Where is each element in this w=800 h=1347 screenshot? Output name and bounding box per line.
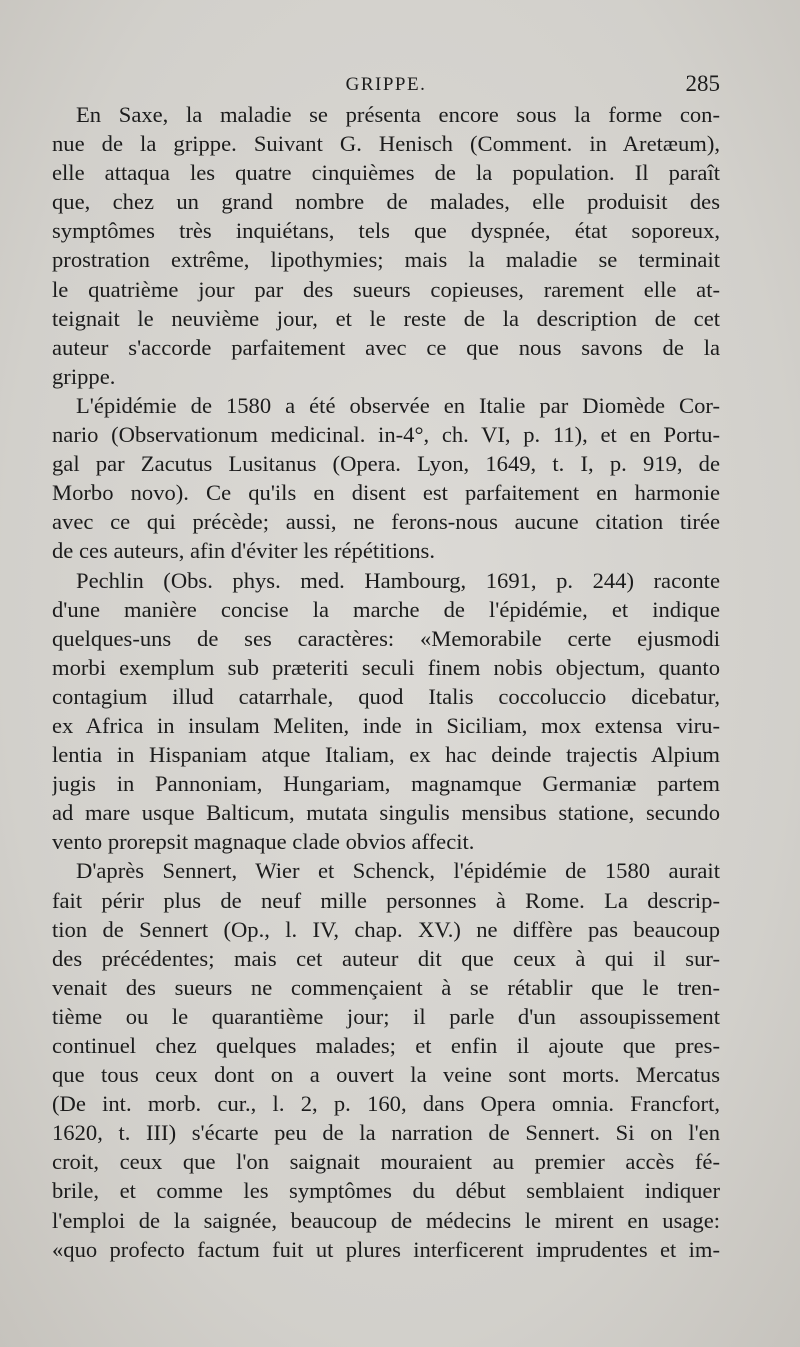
text-line: (De int. morb. cur., l. 2, p. 160, dans Opera omnia. Francfort, — [52, 1091, 720, 1117]
text-line: elle attaqua les quatre cinquièmes de la population. Il paraît — [52, 160, 720, 186]
text-line: jugis in Pannoniam, Hungariam, magnamque Germaniæ partem — [52, 771, 720, 797]
text-line: grippe. — [52, 363, 116, 389]
text-line: auteur s'accorde parfaitement avec ce que nous savons de la — [52, 334, 720, 360]
text-line: des précédentes; mais cet auteur dit que ceux à qui il sur- — [52, 945, 720, 971]
text-line: croit, ceux que l'on saignait mouraient au premier accès fé- — [52, 1149, 720, 1175]
text-line: l'emploi de la saignée, beaucoup de médecins le mirent en usage: — [52, 1207, 720, 1233]
text-line: En Saxe, la maladie se présenta encore sous la forme con- — [76, 102, 720, 127]
text-line: nue de la grippe. Suivant G. Henisch (Comment. in Aretæum), — [52, 131, 720, 157]
running-head: GRIPPE. — [345, 74, 427, 95]
text-line: venait des sueurs ne commençaient à se rétablir que le tren- — [52, 974, 720, 1000]
text-line: gal par Zacutus Lusitanus (Opera. Lyon, 1649, t. I, p. 919, de — [52, 451, 720, 477]
text-line: teignait le neuvième jour, et le reste de la description de cet — [52, 305, 720, 331]
text-line: nario (Observationum medicinal. in-4°, ch. VI, p. 11), et en Portu- — [52, 422, 720, 448]
text-line: lentia in Hispaniam atque Italiam, ex hac deinde trajectis Alpium — [52, 742, 720, 768]
text-line: prostration extrême, lipothymies; mais la maladie se terminait — [52, 247, 720, 273]
text-line: que, chez un grand nombre de malades, elle produisit des — [52, 189, 720, 215]
text-line: quelques-uns de ses caractères: «Memorabile certe ejusmodi — [52, 625, 720, 651]
text-line: «quo profecto factum fuit ut plures interficerent imprudentes et im- — [52, 1236, 720, 1262]
text-line: morbi exemplum sub præteriti seculi finem nobis objectum, quanto — [52, 654, 720, 680]
page-number: 285 — [685, 71, 720, 96]
text-line: que tous ceux dont on a ouvert la veine sont morts. Mercatus — [52, 1062, 720, 1088]
text-line: vento prorepsit magnaque clade obvios affecit. — [52, 829, 475, 855]
text-line: contagium illud catarrhale, quod Italis coccoluccio dicebatur, — [52, 683, 720, 709]
text-line: le quatrième jour par des sueurs copieuses, rarement elle at- — [52, 276, 720, 302]
text-line: ad mare usque Balticum, mutata singulis mensibus statione, secundo — [52, 800, 720, 826]
text-line: brile, et comme les symptômes du début semblaient indiquer — [52, 1178, 720, 1204]
text-line: avec ce qui précède; aussi, ne ferons-nous aucune citation tirée — [52, 509, 720, 535]
page-header — [52, 71, 720, 102]
body-text — [52, 100, 720, 1264]
text-line: tion de Sennert (Op., l. IV, chap. XV.) ne diffère pas beaucoup — [52, 916, 720, 942]
text-line: ex Africa in insulam Meliten, inde in Siciliam, mox extensa viru- — [52, 712, 720, 738]
text-line: continuel chez quelques malades; et enfin il ajoute que pres- — [52, 1033, 720, 1058]
text-line: tième ou le quarantième jour; il parle d'un assoupissement — [52, 1003, 720, 1029]
text-line: Morbo novo). Ce qu'ils en disent est parfaitement en harmonie — [52, 480, 720, 506]
text-line: fait périr plus de neuf mille personnes à Rome. La descrip- — [52, 887, 720, 913]
text-line: 1620, t. III) s'écarte peu de la narration de Sennert. Si on l'en — [52, 1120, 720, 1146]
text-line: L'épidémie de 1580 a été observée en Italie par Diomède Cor- — [76, 392, 720, 418]
text-line: D'après Sennert, Wier et Schenck, l'épidémie de 1580 aurait — [76, 858, 720, 884]
text-line: d'une manière concise la marche de l'épidémie, et indique — [52, 596, 720, 622]
text-line: de ces auteurs, afin d'éviter les répétitions. — [52, 538, 436, 564]
text-line: Pechlin (Obs. phys. med. Hambourg, 1691, p. 244) raconte — [76, 567, 720, 593]
text-line: symptômes très inquiétans, tels que dyspnée, état soporeux, — [52, 218, 720, 244]
